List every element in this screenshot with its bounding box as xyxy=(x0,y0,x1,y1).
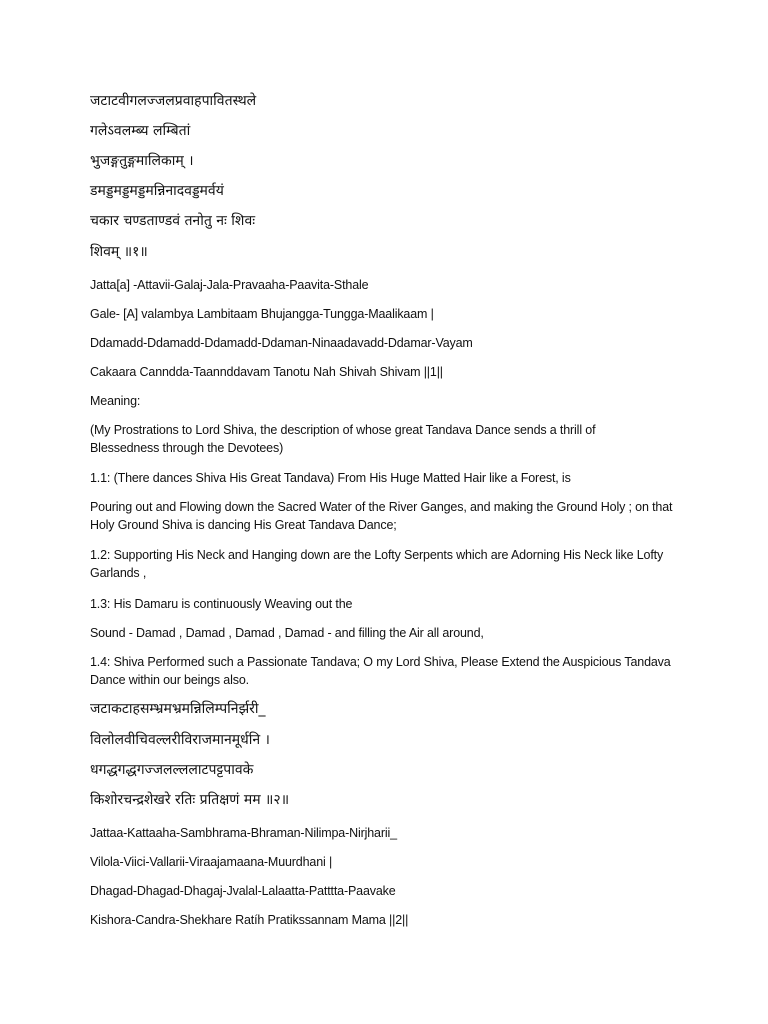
verse2-devanagari-line-1: जटाकटाहसम्भ्रमभ्रमन्निलिम्पनिर्झरी_ xyxy=(90,701,266,717)
verse2-devanagari-line-2: विलोलवीचिवल्लरीविराजमानमूर्धनि । xyxy=(90,732,270,748)
verse2-transliteration-line-1: Jattaa-Kattaaha-Sambhrama-Bhraman-Nilimpa-Nirjharii_ xyxy=(90,826,397,840)
meaning-heading: Meaning: xyxy=(90,394,141,408)
verse1-transliteration-line-4: Cakaara Canndda-Taannddavam Tanotu Nah Shivah Shivam ||1|| xyxy=(90,365,443,379)
verse1-devanagari-line-2: गलेऽवलम्ब्य लम्बितां xyxy=(90,123,191,139)
verse2-devanagari-line-4: किशोरचन्द्रशेखरे रतिः प्रतिक्षणं मम ॥२॥ xyxy=(90,792,290,808)
meaning-1-2: 1.2: Supporting His Neck and Hanging down are the Lofty Serpents which are Adorning His Neck like Lofty Garlands , xyxy=(90,548,664,580)
verse1-devanagari-line-1: जटाटवीगलज्जलप्रवाहपावितस्थले xyxy=(90,93,257,109)
verse1-devanagari-line-4: डमड्डमड्डमड्डमन्निनादवड्डमर्वयं xyxy=(90,183,224,199)
meaning-1-4: 1.4: Shiva Performed such a Passionate Tandava; O my Lord Shiva, Please Extend the Auspicious Tandava Dance within our beings also. xyxy=(90,655,671,687)
verse2-transliteration-line-4: Kishora-Candra-Shekhare Ratíh Pratikssannam Mama ||2|| xyxy=(90,913,409,927)
meaning-1-3b: Sound - Damad , Damad , Damad , Damad - and filling the Air all around, xyxy=(90,626,484,640)
verse1-transliteration-line-1: Jatta[a] -Attavii-Galaj-Jala-Pravaaha-Paavita-Sthale xyxy=(90,278,369,292)
verse2-transliteration-line-3: Dhagad-Dhagad-Dhagaj-Jvalal-Lalaatta-Patttta-Paavake xyxy=(90,884,396,898)
verse1-devanagari-line-3: भुजङ्गतुङ्गमालिकाम् । xyxy=(90,153,194,169)
verse1-transliteration-line-3: Ddamadd-Ddamadd-Ddamadd-Ddaman-Ninaadavadd-Ddamar-Vayam xyxy=(90,336,473,350)
verse1-devanagari-line-6: शिवम् ॥१॥ xyxy=(90,244,148,260)
verse2-transliteration-line-2: Vilola-Viici-Vallarii-Viraajamaana-Muurdhani | xyxy=(90,855,333,869)
verse1-transliteration-line-2: Gale- [A] valambya Lambitaam Bhujangga-Tungga-Maalikaam | xyxy=(90,307,434,321)
verse1-devanagari-line-5: चकार चण्डताण्डवं तनोतु नः शिवः xyxy=(90,213,256,229)
meaning-1-3a: 1.3: His Damaru is continuously Weaving out the xyxy=(90,597,353,611)
meaning-intro: (My Prostrations to Lord Shiva, the description of whose great Tandava Dance sends a thrill of Blessedness through the Devotees) xyxy=(90,423,596,455)
verse2-devanagari-line-3: धगद्धगद्धगज्जलल्ललाटपट्टपावके xyxy=(90,762,254,778)
meaning-1-1b: Pouring out and Flowing down the Sacred Water of the River Ganges, and making the Ground Holy ; on that Holy Ground Shiva is dancing His Great Tandava Dance; xyxy=(90,500,673,532)
meaning-1-1a: 1.1: (There dances Shiva His Great Tandava) From His Huge Matted Hair like a Forest, is xyxy=(90,471,571,485)
